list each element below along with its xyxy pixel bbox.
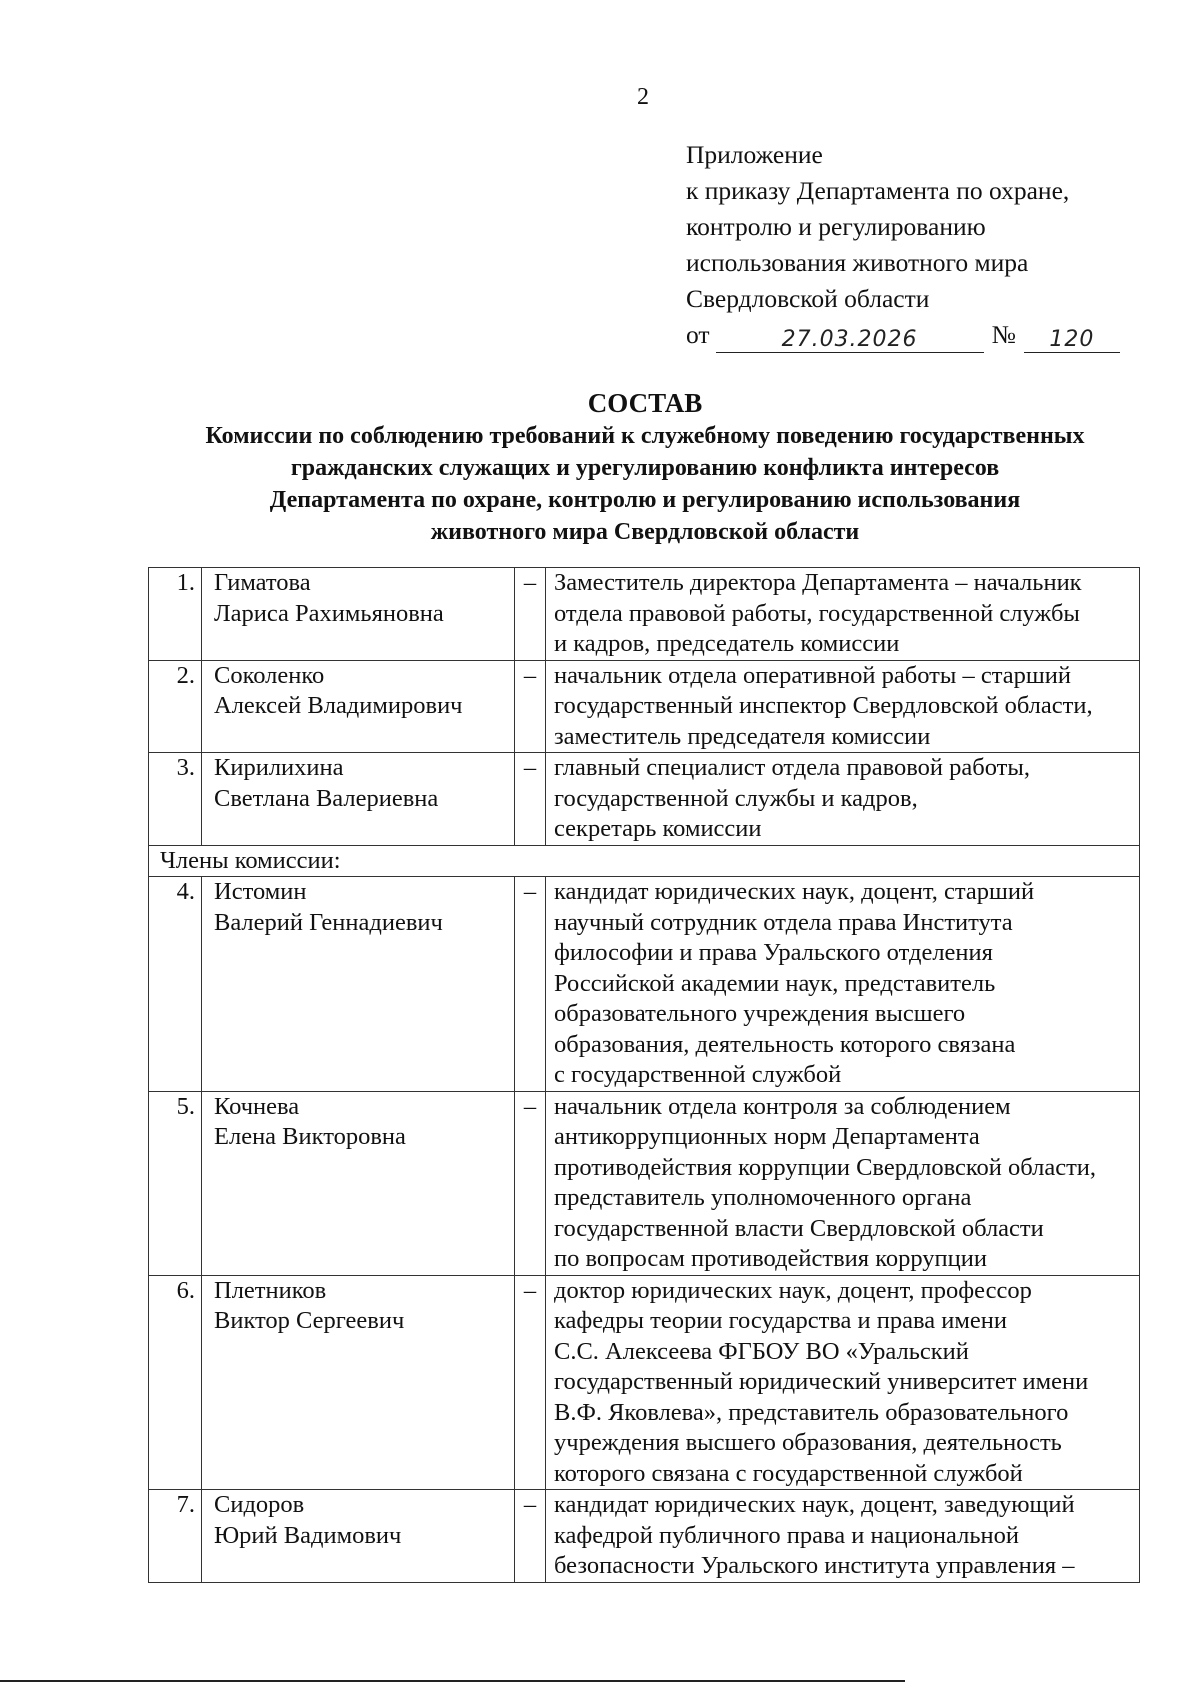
appendix-block [686, 137, 1120, 353]
surname: Кирилихина [214, 754, 344, 781]
given-names: Юрий Вадимович [214, 1521, 402, 1549]
position-line: с государственной службой [554, 1061, 842, 1088]
position-line: Российской академии наук, представитель [554, 969, 996, 997]
dash: – [515, 1091, 546, 1275]
table-row [149, 1490, 1140, 1583]
member-name [202, 877, 515, 1092]
dash: – [515, 660, 546, 753]
footer-rule [0, 1680, 905, 1682]
surname: Кочнева [214, 1092, 300, 1120]
given-names: Виктор Сергеевич [214, 1307, 405, 1334]
surname: Соколенко [214, 661, 325, 689]
members-section-label: Члены комиссии: [149, 845, 1140, 877]
member-name [202, 1091, 515, 1275]
table-row [149, 877, 1140, 1092]
member-position [546, 568, 1140, 661]
table-row [149, 1091, 1140, 1275]
member-name [202, 1275, 515, 1490]
member-position [546, 1490, 1140, 1583]
position-line: доктор юридических наук, доцент, профессор [554, 1276, 1032, 1304]
position-line: государственный инспектор Свердловской области, [554, 692, 1093, 719]
position-line: главный специалист отдела правовой работы, [554, 754, 1030, 781]
dash: – [515, 1490, 546, 1583]
table-row [149, 753, 1140, 846]
dash: – [515, 568, 546, 661]
member-position [546, 1275, 1140, 1490]
dash: – [515, 753, 546, 846]
dash: – [515, 877, 546, 1092]
document-title [140, 386, 1150, 548]
commission-table [148, 567, 1140, 1583]
row-number: 2. [149, 660, 202, 753]
position-line: кафедры теории государства и права имени [554, 1307, 1007, 1334]
position-line: учреждения высшего образования, деятельность [554, 1429, 1062, 1456]
surname: Истомин [214, 878, 307, 905]
position-line: научный сотрудник отдела права Института [554, 908, 1013, 936]
position-line: отдела правовой работы, государственной службы [554, 599, 1080, 627]
table-row [149, 1275, 1140, 1490]
order-date-number-line [686, 317, 1120, 353]
position-line: начальник отдела оперативной работы – старший [554, 661, 1071, 689]
position-line: Заместитель директора Департамента – начальник [554, 569, 1082, 596]
row-number: 1. [149, 568, 202, 661]
given-names: Светлана Валериевна [214, 784, 439, 812]
position-line: образовательного учреждения высшего [554, 1000, 966, 1027]
row-number: 6. [149, 1275, 202, 1490]
row-number: 4. [149, 877, 202, 1092]
surname: Гиматова [214, 569, 311, 596]
member-position [546, 1091, 1140, 1275]
dash: – [515, 1275, 546, 1490]
position-line: по вопросам противодействия коррупции [554, 1245, 987, 1272]
position-line: которого связана с государственной службой [554, 1459, 1023, 1487]
row-number: 3. [149, 753, 202, 846]
order-date-handwritten: 27.03.2026 [716, 322, 984, 353]
title-main: СОСТАВ [587, 388, 703, 418]
position-line: кандидат юридических наук, доцент, старший [554, 878, 1035, 905]
position-line: В.Ф. Яковлева», представитель образовательного [554, 1398, 1069, 1426]
row-number: 7. [149, 1490, 202, 1583]
position-line: государственной власти Свердловской области [554, 1214, 1044, 1242]
position-line: секретарь комиссии [554, 815, 762, 842]
position-line: антикоррупционных норм Департамента [554, 1123, 980, 1150]
number-sign: № [991, 320, 1016, 349]
page-number: 2 [637, 84, 649, 110]
position-line: кафедрой публичного права и национальной [554, 1521, 1020, 1549]
member-name [202, 1490, 515, 1583]
appendix-line: использования животного мира [686, 248, 1029, 277]
title-sub-line: животного мира Свердловской области [430, 519, 860, 545]
position-line: государственной службы и кадров, [554, 784, 918, 812]
member-position [546, 877, 1140, 1092]
position-line: философии и права Уральского отделения [554, 939, 993, 966]
appendix-line: контролю и регулированию [686, 212, 986, 241]
given-names: Лариса Рахимьяновна [214, 599, 444, 627]
appendix-line: Свердловской области [686, 284, 930, 313]
member-name [202, 660, 515, 753]
title-sub-line: Комиссии по соблюдению требований к служебному поведению государственных [205, 423, 1085, 449]
date-prefix: от [686, 320, 710, 349]
member-position [546, 753, 1140, 846]
position-line: безопасности Уральского института управления – [554, 1552, 1075, 1579]
title-sub-line: Департамента по охране, контролю и регулированию использования [269, 487, 1021, 513]
member-name [202, 568, 515, 661]
title-sub-line: гражданских служащих и урегулированию конфликта интересов [290, 455, 1000, 481]
given-names: Елена Викторовна [214, 1123, 406, 1150]
position-line: заместитель председателя комиссии [554, 722, 931, 750]
surname: Плетников [214, 1276, 327, 1304]
position-line: С.С. Алексеева ФГБОУ ВО «Уральский [554, 1337, 969, 1365]
given-names: Алексей Владимирович [214, 692, 463, 719]
row-number: 5. [149, 1091, 202, 1275]
appendix-line: Приложение [686, 140, 823, 169]
given-names: Валерий Геннадиевич [214, 908, 443, 936]
position-line: начальник отдела контроля за соблюдением [554, 1092, 1011, 1120]
members-section-row [149, 845, 1140, 877]
order-number-handwritten: 120 [1024, 322, 1120, 353]
table-row [149, 660, 1140, 753]
member-name [202, 753, 515, 846]
appendix-line: к приказу Департамента по охране, [686, 176, 1070, 205]
member-position [546, 660, 1140, 753]
position-line: представитель уполномоченного органа [554, 1184, 972, 1211]
position-line: и кадров, председатель комиссии [554, 630, 900, 657]
position-line: противодействия коррупции Свердловской области, [554, 1153, 1097, 1181]
surname: Сидоров [214, 1491, 305, 1518]
table-row [149, 568, 1140, 661]
position-line: образования, деятельность которого связана [554, 1030, 1016, 1058]
position-line: государственный юридический университет имени [554, 1368, 1089, 1395]
position-line: кандидат юридических наук, доцент, заведующий [554, 1491, 1075, 1518]
